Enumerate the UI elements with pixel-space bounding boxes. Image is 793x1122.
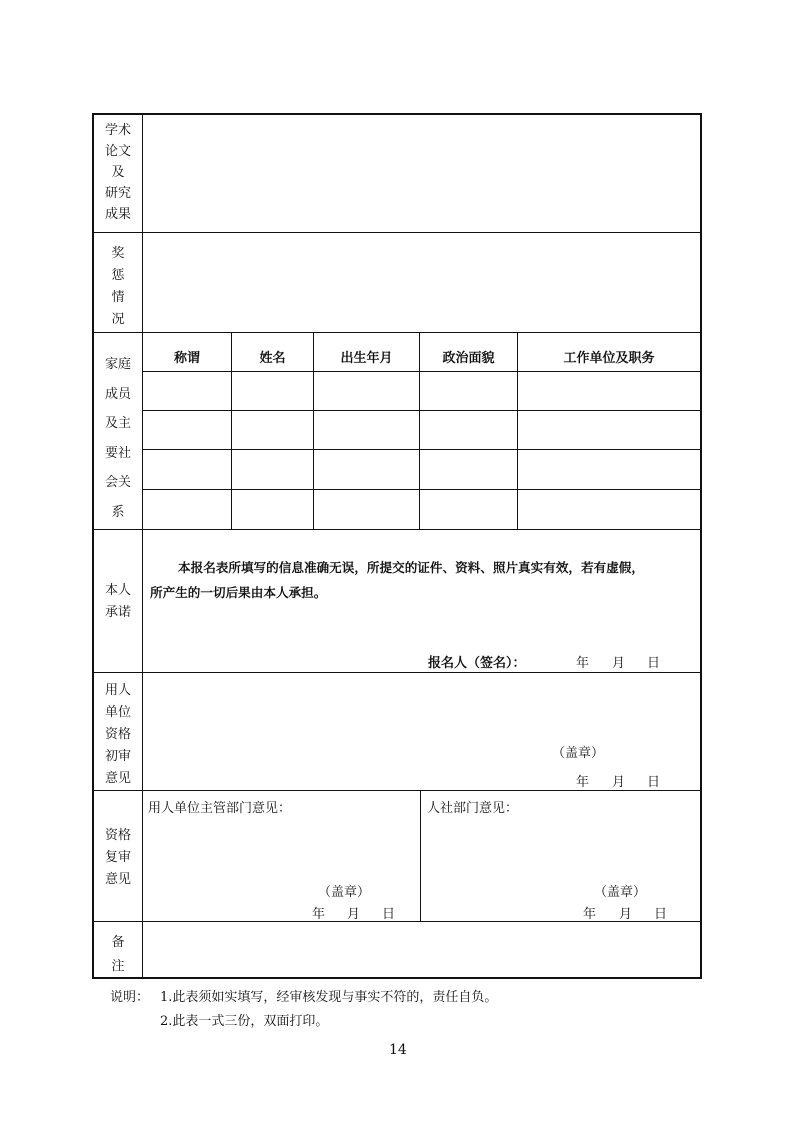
label-line: 及 bbox=[111, 165, 125, 180]
signature-label: 报名人（签名）： bbox=[428, 656, 526, 671]
row-divider bbox=[93, 529, 701, 530]
label-char: 况 bbox=[111, 312, 125, 327]
page-number: 14 bbox=[389, 1042, 407, 1058]
pledge-text-line1: 本报名表所填写的信息准确无误，所提交的证件、资料、照片真实有效，若有虚假， bbox=[178, 560, 644, 575]
re-review-divider bbox=[420, 790, 421, 921]
label-line: 资格 bbox=[104, 828, 131, 843]
label-char: 备 bbox=[111, 935, 125, 950]
family-grid-line bbox=[142, 410, 701, 411]
supervisor-opinion-title: 用人单位主管部门意见： bbox=[148, 801, 292, 816]
stamp-label: （盖章） bbox=[594, 885, 647, 900]
hr-opinion-title: 人社部门意见： bbox=[427, 801, 519, 816]
date-day: 日 bbox=[382, 907, 396, 922]
label-line: 家庭 bbox=[104, 357, 131, 372]
family-grid-line bbox=[142, 489, 701, 490]
date-year: 年 bbox=[576, 656, 590, 671]
date-month: 月 bbox=[347, 907, 361, 922]
family-label bbox=[96, 350, 140, 527]
papers-field[interactable] bbox=[143, 115, 700, 232]
label-line: 成员 bbox=[104, 386, 131, 402]
date-day: 日 bbox=[647, 775, 661, 790]
table-left-border bbox=[92, 113, 94, 979]
family-grid-line bbox=[142, 449, 701, 450]
family-header-employer: 工作单位及职务 bbox=[563, 351, 655, 366]
label-char: 情 bbox=[111, 290, 125, 305]
label-char: 注 bbox=[111, 959, 125, 974]
papers-label bbox=[96, 120, 140, 225]
label-line: 研究 bbox=[104, 186, 131, 201]
date-year: 年 bbox=[583, 907, 597, 922]
label-line: 成果 bbox=[104, 207, 131, 222]
label-line: 论文 bbox=[104, 144, 131, 159]
label-line: 及主 bbox=[104, 416, 131, 431]
label-line: 用人 bbox=[104, 683, 131, 698]
family-header-name: 姓名 bbox=[259, 351, 286, 366]
notes-item-1: 1.此表须如实填写，经审核发现与事实不符的，责任自负。 bbox=[160, 990, 498, 1005]
label-line: 单位 bbox=[104, 705, 131, 720]
row-divider bbox=[93, 332, 701, 333]
table-right-border bbox=[700, 113, 702, 979]
date-month: 月 bbox=[619, 907, 633, 922]
family-grid-line bbox=[142, 371, 701, 372]
date-day: 日 bbox=[654, 907, 668, 922]
pledge-label bbox=[96, 580, 140, 624]
awards-label bbox=[96, 243, 140, 331]
family-header-birth: 出生年月 bbox=[340, 351, 393, 366]
label-line: 会关 bbox=[104, 475, 131, 490]
label-line: 系 bbox=[111, 504, 125, 520]
stamp-label: （盖章） bbox=[318, 885, 371, 900]
initial-review-label bbox=[96, 680, 140, 790]
label-char: 惩 bbox=[111, 268, 125, 283]
date-month: 月 bbox=[612, 775, 626, 790]
stamp-label: （盖章） bbox=[552, 746, 605, 761]
family-header-relation: 称谓 bbox=[173, 351, 200, 366]
label-line: 复审 bbox=[104, 850, 131, 865]
row-divider bbox=[93, 790, 701, 791]
label-line: 初审 bbox=[104, 749, 131, 764]
label-line: 意见 bbox=[104, 771, 131, 786]
awards-field[interactable] bbox=[143, 233, 700, 332]
row-divider bbox=[93, 672, 701, 673]
label-line: 本人 bbox=[104, 583, 131, 598]
label-line: 承诺 bbox=[104, 605, 131, 620]
notes-prefix: 说明： bbox=[110, 990, 150, 1005]
label-line: 意见 bbox=[104, 872, 131, 887]
date-year: 年 bbox=[312, 907, 326, 922]
label-line: 学术 bbox=[104, 123, 131, 138]
date-year: 年 bbox=[576, 775, 590, 790]
remarks-field[interactable] bbox=[143, 922, 700, 977]
re-review-label bbox=[96, 825, 140, 891]
family-header-political: 政治面貌 bbox=[442, 351, 495, 366]
pledge-text-line2: 所产生的一切后果由本人承担。 bbox=[150, 585, 327, 600]
notes-item-2: 2.此表一式三份，双面打印。 bbox=[160, 1014, 329, 1029]
date-month: 月 bbox=[612, 656, 626, 671]
date-day: 日 bbox=[647, 656, 661, 671]
label-line: 资格 bbox=[104, 727, 131, 742]
label-char: 奖 bbox=[111, 246, 125, 261]
label-line: 要社 bbox=[104, 445, 131, 461]
remarks-label bbox=[96, 931, 140, 979]
table-bottom-border bbox=[92, 977, 702, 979]
